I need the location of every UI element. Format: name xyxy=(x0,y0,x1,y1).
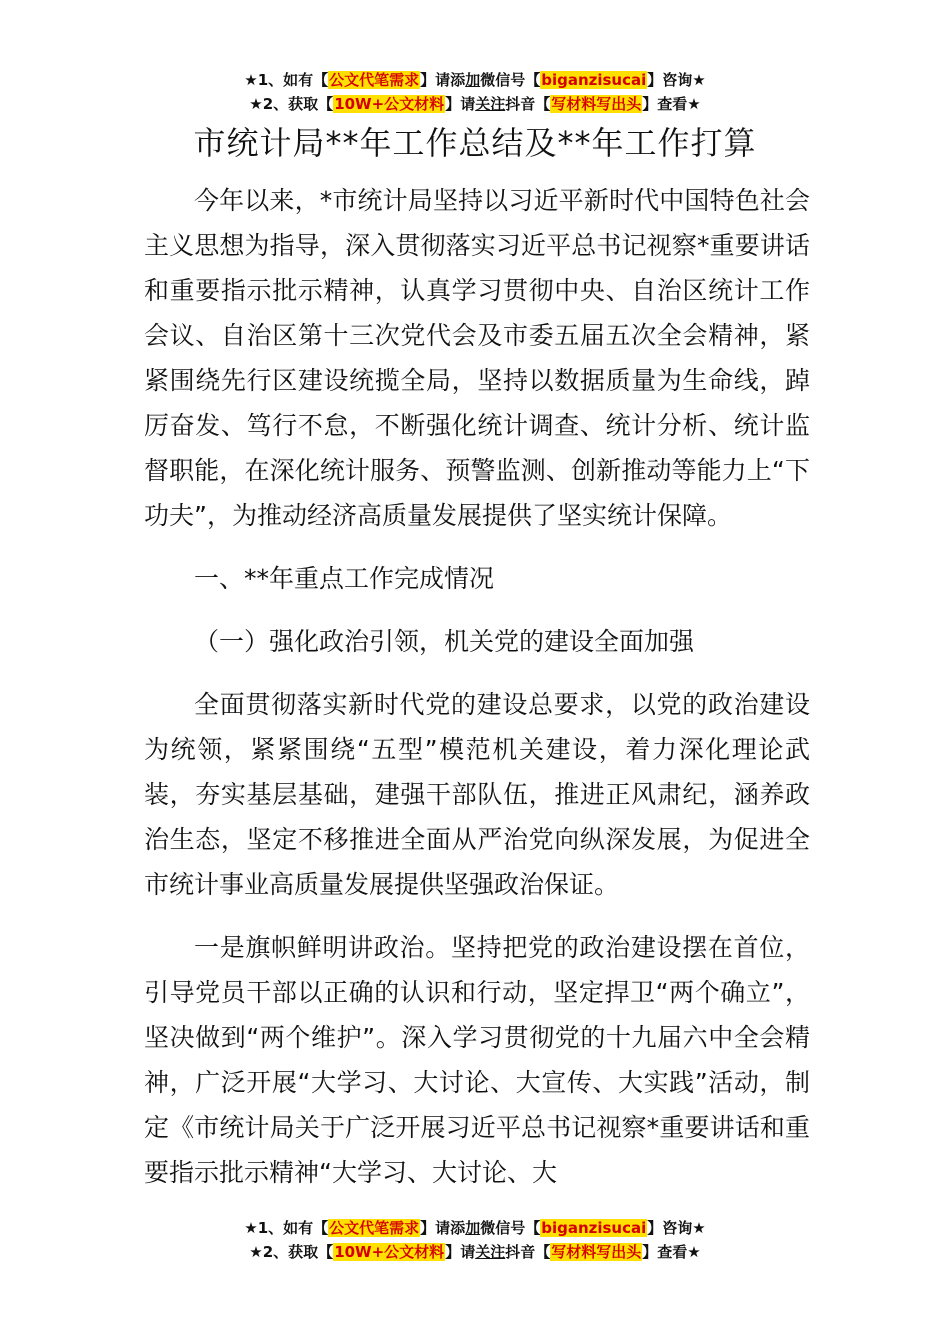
promo-highlight: 公文代笔需求 xyxy=(329,71,420,89)
promo-line-2: ★2、获取【10W+公文材料】请关注抖音【写材料写出头】查看★ xyxy=(249,95,701,113)
promo-banner-bottom xyxy=(0,1216,950,1264)
promo-line-1: ★1、如有【公文代笔需求】请添加微信号【biganzisucai】咨询★ xyxy=(244,1219,706,1237)
document-body xyxy=(144,178,810,1195)
paragraph-body: 一是旗帜鲜明讲政治。坚持把党的政治建设摆在首位，引导党员干部以正确的认识和行动，坚定捍卫“两个确立”，坚决做到“两个维护”。深入学习贯彻党的十九届六中全会精神，广泛开展“大学习、大讨论、大宣传、大实践”活动，制定《市统计局关于广泛开展习近平总书记视察*重要讲话和重要指示批示精神“大学习、大讨论、大 xyxy=(144,933,810,1187)
promo-highlight: 公文代笔需求 xyxy=(329,1219,420,1237)
promo-line-1: ★1、如有【公文代笔需求】请添加微信号【biganzisucai】咨询★ xyxy=(244,71,706,89)
subsection-heading: （一）强化政治引领，机关党的建设全面加强 xyxy=(194,627,695,656)
wechat-id: biganzisucai xyxy=(541,71,647,89)
douyin-id: 写材料写出头 xyxy=(551,1243,642,1261)
wechat-id: biganzisucai xyxy=(541,1219,647,1237)
promo-banner-top xyxy=(0,68,950,116)
paragraph-body: 全面贯彻落实新时代党的建设总要求，以党的政治建设为统领，紧紧围绕“五型”模范机关建设，着力深化理论武装，夯实基层基础，建强干部队伍，推进正风肃纪，涵养政治生态，坚定不移推进全面从严治党向纵深发展，为促进全市统计事业高质量发展提供坚强政治保证。 xyxy=(144,690,810,899)
promo-highlight: 10W+公文材料 xyxy=(334,1243,445,1261)
promo-line-2: ★2、获取【10W+公文材料】请关注抖音【写材料写出头】查看★ xyxy=(249,1243,701,1261)
section-heading: 一、**年重点工作完成情况 xyxy=(194,564,495,593)
document-title: 市统计局**年工作总结及**年工作打算 xyxy=(193,124,757,162)
promo-highlight: 10W+公文材料 xyxy=(334,95,445,113)
paragraph-intro: 今年以来，*市统计局坚持以习近平新时代中国特色社会主义思想为指导，深入贯彻落实习近平总书记视察*重要讲话和重要指示批示精神，认真学习贯彻中央、自治区统计工作会议、自治区第十三次党代会及市委五届五次全会精神，紧紧围绕先行区建设统揽全局，坚持以数据质量为生命线，踔厉奋发、笃行不怠，不断强化统计调查、统计分析、统计监督职能，在深化统计服务、预警监测、创新推动等能力上“下功夫”，为推动经济高质量发展提供了坚实统计保障。 xyxy=(144,186,810,530)
douyin-id: 写材料写出头 xyxy=(551,95,642,113)
